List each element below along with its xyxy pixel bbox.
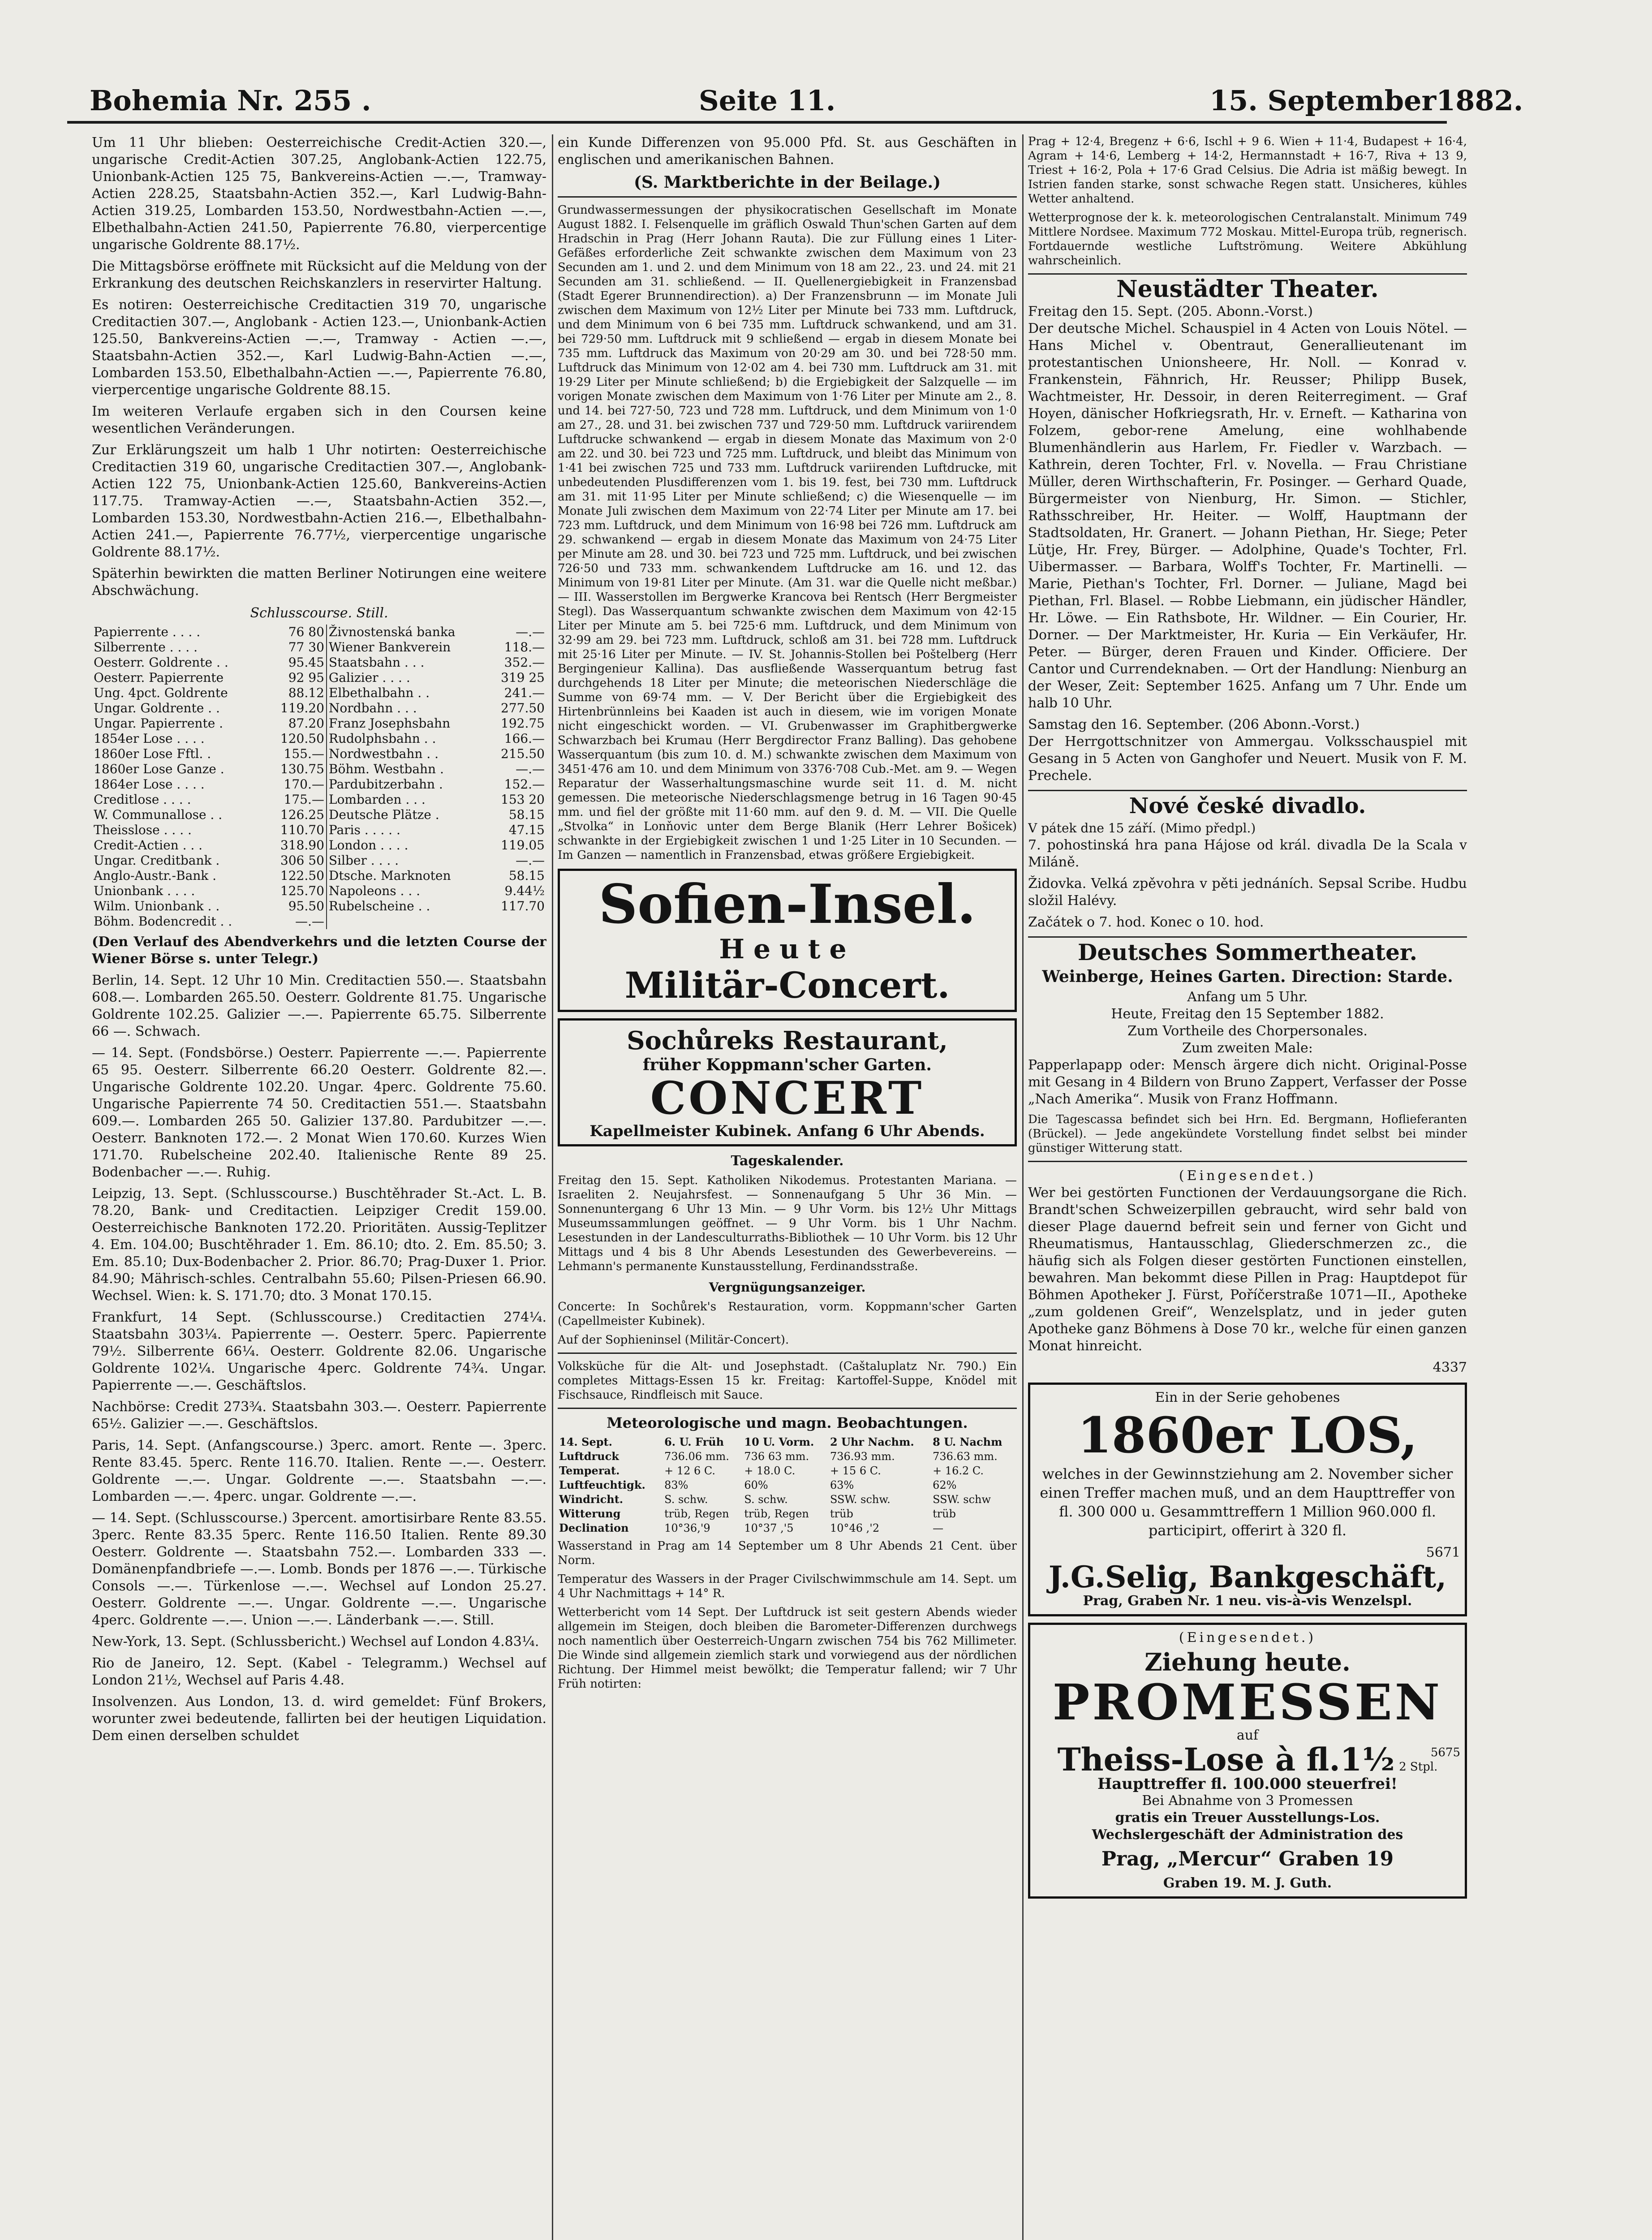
- rate-value: 122.50: [280, 868, 324, 883]
- paragraph: New-York, 13. Sept. (Schlussbericht.) Wechsel auf London 4.83¼.: [92, 1634, 539, 1650]
- column-divider: [1022, 134, 1024, 2240]
- meteorology-value: 2 Uhr Nachm.: [830, 1435, 914, 1448]
- rate-name: W. Communallose . .: [94, 807, 223, 822]
- summer-theatre-subtitle: Weinberge, Heines Garten. Direction: Starde.: [1042, 967, 1453, 986]
- meteorology-value: trüb: [933, 1508, 956, 1520]
- meteorology-value: 10°36,'9: [664, 1522, 710, 1534]
- paragraph: Späterhin bewirkten die matten Berliner Notirungen eine weitere Abschwächung.: [92, 566, 546, 599]
- advert-number: 5675: [1430, 1746, 1460, 1759]
- rates-note: (Den Verlauf des Abendverkehrs und die letzten Course der Wiener Börse s. unter Telegr.): [92, 934, 546, 967]
- rates-row: [92, 838, 546, 853]
- ad-title: Sofien-Insel.: [598, 873, 976, 936]
- rate-value: 87.20: [288, 716, 324, 731]
- paragraph: Um 11 Uhr blieben: Oesterreichische Credit-Actien 320.—, ungarische Credit-Actien 307.25, Anglobank-Actien 122.75, Unionbank-Actien 125 75, Bankvereins-Actien —.—, Tramway-Actien 228.25, Staatsbahn-Actien 352.—, Karl Ludwig-Bahn-Actien 319.25, Lombarden 153.50, Nordwestbahn-Actien —.—, Elbethalbahn-Actien 241.50, Papierrente 76.80, vierpercentige ungarische Goldrente 88.17½.: [92, 135, 546, 253]
- rate-name: Papierrente . . . .: [94, 625, 201, 639]
- rate-value: 215.50: [501, 746, 545, 761]
- rates-row: [92, 716, 546, 731]
- promessen-lots: Theiss-Lose à fl.1½: [1057, 1741, 1395, 1778]
- rate-value: 126.25: [280, 807, 324, 822]
- restaurant-ad: [558, 1018, 1017, 1146]
- rate-name: Lombarden . . .: [327, 792, 488, 807]
- rate-value: 117.70: [501, 899, 545, 913]
- rate-name: [327, 914, 488, 929]
- promessen-ad: [1028, 1623, 1467, 1899]
- rate-value: 119.20: [280, 701, 324, 715]
- meteorology-row: [558, 1521, 1017, 1535]
- meteorology-text: Temperatur des Wassers in der Prager Civilschwimmschule am 14. Sept. um 4 Uhr Nachmittags + 14° R.: [558, 1572, 1017, 1600]
- weather-report: Wetterbericht vom 14 Sept. Der Luftdruck ist seit gestern Abends wieder allgemein im Steigen, doch bleiben die Barometer-Differenzen durchwegs noch namentlich über Oesterreich-Ungarn zwischen 754 bis 762 Millimeter. Die Winde sind allgemein ziemlich stark und vorwiegend aus der nördlichen Richtung. Der Himmel meist bewölkt; die Temperatur fallend; wir 7 Uhr Früh notirten:: [558, 1606, 1017, 1691]
- rate-name: Creditlose . . . .: [94, 792, 191, 807]
- ad-details: Kapellmeister Kubinek. Anfang 6 Uhr Abends.: [589, 1122, 985, 1140]
- summer-theatre-text: Die Tagescassa befindet sich bei Hrn. Ed. Bergmann, Hoflieferanten (Brückel). — Jede angekündete Vorstellung findet selbst bei minder günstiger Witterung statt.: [1028, 1113, 1467, 1155]
- meteorology-row: [558, 1464, 1017, 1478]
- rate-value: 58.15: [508, 807, 545, 822]
- divider: [558, 1353, 1017, 1354]
- rate-name: Böhm. Bodencredit . .: [94, 914, 232, 929]
- meteorology-value: SSW. schw.: [830, 1493, 891, 1506]
- rates-row: [92, 762, 546, 777]
- rate-name: Silber . . . .: [327, 853, 488, 868]
- rates-row: [92, 883, 546, 899]
- soup-kitchen-text: Volksküche für die Alt- und Josephstadt. (Caštaluplatz Nr. 790.) Ein completes Mittags-Essen 15 kr. Freitag: Kartoffel-Suppe, Knödel mit Fischsauce, Rindfleisch mit Sauce.: [558, 1360, 1017, 1402]
- meteorology-label: Luftdruck: [559, 1450, 619, 1463]
- rate-name: Živnostenská banka: [327, 625, 488, 640]
- meteorology-value: —: [933, 1522, 944, 1534]
- rate-name: Silberrente . . . .: [94, 640, 198, 655]
- meteorology-value: 736.63 mm.: [933, 1450, 998, 1463]
- meteorology-value: S. schw.: [744, 1493, 788, 1506]
- promessen-firm: Prag, „Mercur“ Graben 19: [1101, 1848, 1394, 1870]
- header-rule: [67, 121, 1447, 124]
- rate-value: 153 20: [501, 792, 545, 807]
- rate-value: 118.—: [504, 640, 545, 655]
- paragraph: — 14. Sept. (Schlusscourse.) 3percent. amortisirbare Rente 83.55. 3perc. Rente 83.35 5perc. Rente 116.50 Italien. Rente 89.30 Oesterr. Goldrente —. Staatsbahn 752.—. Lombarden 333 —. Domänenpfandbriefe —.—. Lomb. Bonds per 1876 —.—. Türkische Consols —.—. Türkenlose —.—. Wechsel auf London 25.27. Oesterr. Goldrente —.—. Ungar. Goldrente —.—. Ungarische 4perc. Goldrente —.—. Union —.—. Länderbank —.—. Still.: [92, 1510, 546, 1628]
- rate-name: Pardubitzerbahn .: [327, 777, 488, 792]
- summer-theatre-text: Papperlapapp oder: Mensch ärgere dich nicht. Original-Posse mit Gesang in 4 Bildern von Bruno Zappert, Verfasser der Posse „Nach Amerika“. Musik von Franz Hoffmann.: [1028, 1057, 1467, 1107]
- meteorology-label: Declination: [559, 1521, 629, 1534]
- divider: [1028, 1161, 1467, 1162]
- meteorology-value: 62%: [933, 1479, 957, 1491]
- promessen-headline: PROMESSEN: [1052, 1673, 1443, 1731]
- rate-value: 120.50: [280, 731, 324, 746]
- meteorology-value: trüb, Regen: [744, 1508, 809, 1520]
- summer-theatre-line: Zum Vortheile des Chorpersonales.: [1127, 1023, 1368, 1039]
- rate-value: 58.15: [508, 868, 545, 883]
- page-header-center: Seite 11.: [699, 84, 836, 117]
- paragraph: Nachbörse: Credit 273¾. Staatsbahn 303.—. Oesterr. Papierrente 65½. Galizier —.—. Geschäftslos.: [92, 1399, 546, 1432]
- rate-value: 192.75: [501, 716, 545, 731]
- rate-value: 155.—: [284, 746, 324, 761]
- rate-value: 95.50: [288, 899, 324, 913]
- rate-name: Ungar. Goldrente . .: [94, 701, 220, 715]
- czech-theatre-date: V pátek dne 15 září. (Mimo předpl.): [1028, 821, 1256, 836]
- rate-name: Wilm. Unionbank . .: [94, 899, 220, 913]
- rates-row: [92, 777, 546, 792]
- rate-value: 95.45: [288, 655, 324, 670]
- meteorology-label: Witterung: [559, 1507, 621, 1520]
- paragraph: Die Mittagsbörse eröffnete mit Rücksicht auf die Meldung von der Erkrankung des deutschen Reichskanzlers in reservirter Haltung.: [92, 258, 546, 291]
- advert-number: 4337: [1433, 1360, 1467, 1375]
- entertainment-title: Vergnügungsanzeiger.: [709, 1280, 866, 1295]
- lottery-firm: J.G.Selig, Bankgeschäft,: [1048, 1559, 1447, 1594]
- rate-value: 306 50: [280, 853, 324, 868]
- meteorology-value: 10°37 ,'5: [744, 1522, 794, 1534]
- weather-forecast: Wetterprognose der k. k. meteorologischen Centralanstalt. Minimum 749 Mittlere Nordsee. Maximum 772 Moskau. Mittel-Europa trüb, regnerisch. Fortdauernde westliche Luftströmung. Weitere Abkühlung wahrscheinlich.: [1028, 211, 1467, 267]
- promessen-date: Ziehung heute.: [1144, 1648, 1351, 1676]
- rates-row: [92, 625, 546, 640]
- rate-name: 1860er Lose Fftl. .: [94, 746, 211, 761]
- promessen-text: gratis ein Treuer Ausstellungs-Los.: [1115, 1810, 1380, 1826]
- rate-name: Deutsche Plätze .: [327, 807, 488, 823]
- czech-theatre-text: Začátek o 7. hod. Konec o 10. hod.: [1028, 914, 1264, 930]
- rates-row: [92, 899, 546, 914]
- rate-value: 319 25: [501, 670, 545, 685]
- rates-table: [92, 625, 546, 929]
- theatre-date: Samstag den 16. September. (206 Abonn.-Vorst.): [1028, 717, 1360, 732]
- summer-theatre-line: Anfang um 5 Uhr.: [1187, 989, 1308, 1005]
- promessen-stamp: 2 Stpl.: [1399, 1760, 1438, 1774]
- rate-name: Paris . . . . .: [327, 823, 488, 838]
- ad-title: Sochůreks Restaurant,: [627, 1026, 948, 1055]
- rate-value: 76 80: [288, 625, 324, 639]
- ad-concert: CONCERT: [650, 1072, 925, 1124]
- paragraph: Insolvenzen. Aus London, 13. d. wird gemeldet: Fünf Brokers, worunter zwei bedeutende, fallirten bei der heutigen Liquidation. Dem einen derselben schuldet: [92, 1694, 546, 1744]
- groundwater-report: Grundwassermessungen der physikocratischen Gesellschaft im Monate August 1882. I. Felsenquelle im gräflich Oswald Thun'schen Garten auf dem Hradschin in Prag (Herr Johann Rauta). Die zur Füllung eines 1 Liter-Gefäßes erforderliche Zeit schwankte zwischen dem Maximum von 23 Secunden am 1. und 2. und dem Minimum von 18 am 22., 23. und 24. mit 21 Secunden am 31. schließend. — II. Quellenergiebigkeit in Franzensbad (Stadt Egerer Brunnendirection). a) Der Franzensbrunn — im Monate Juli zwischen dem Maximum von 12½ Liter per Minute bei 733 mm. Luftdruck, und dem Minimum von 6 bei 735 mm. Luftdruck schwankend, und am 31. bei 729·50 mm. Luftdruck mit 9 schließend — ergab in diesem Monate bei 735 mm. Luftdruck das Maximum von 20·29 am 30. und bei 728·50 mm. Luftdruck das Minimum von 12·02 am 4. bei 730 mm. Luftdruck am 31. mit 19·29 Liter per Minute schließend; b) die Ergiebigkeit der Salzquelle — im vorigen Monate zwischen dem Maximum von 1·76 Liter per Minute am 2., 8. und 14. bei 727·50, 723 und 728 mm. Luftdruck, und dem Minimum von 1·0 am 27., 28. und 31. bei zwischen 737 und 729·50 mm. Luftdruck variirendem Luftdrucke schwankend — ergab in diesem Monate das Maximum von 2·0 am 22. und 30. bei 723 und 725 mm. Luftdruck, und bleibt das Minimum von 1·41 bei zwischen 725 und 733 mm. Luftdruck variirenden Luftdrucke, mit unbedeutenden Plusdifferenzen vom 1. bis 19. fest, bei 730 mm. Luftdruck am 31. mit 11·95 Liter per Minute schließend; c) die Wiesenquelle — im Monate Juli zwischen dem Maximum von 22·74 Liter per Minute am 17. bei 723 mm. Luftdruck, und dem Minimum von 16·98 bei 726 mm. Luftdruck am 29. schwankend — ergab in diesem Monate das Maximum von 24·75 Liter per Minute am 28. und 30. bei 723 und 725 mm. Luftdruck, und bei zwischen 726·50 und 733 mm. schwankendem Luftdrucke am 16. und 12. das Minimum von 19·81 Liter per Minute. (Am 31. war die Quelle nicht meßbar.) — III. Wasserstollen im Bergwerke Krancova bei Rentsch (Herr Bergmeister Stegl). Das Wasserquantum schwankte zwischen dem Maximum von 42·15 Liter per Minute am 5. bei 725·6 mm. Luftdruck, und dem Minimum von 32·99 am 29. bei 723 mm. Luftdruck, schloß am 31. bei 728 mm. Luftdruck mit 25·16 Liter per Minute. — IV. St. Johannis-Stollen bei Poštelberg (Herr Bergingenieur Kallina). Das ausfließende Wasserquantum betrug fast durchgehends 18 Liter per Minute; die meteorischen Niederschläge die Summe von 69·74 mm. — V. Der Bericht über die Ergiebigkeit des Hirtenbrünnleins bei Kaaden ist auch in diesem, wie im vorigen Monate nicht eingeschickt worden. — VI. Grubenwasser im Graphitbergwerke Schwarzbach bei Krumau (Herr Bergdirector Franz Balling). Das gehobene Wasserquantum (bis zum 10. d. M.) schwankte zwischen dem Maximum von 3451·476 am 10. und dem Minimum von 3376·708 Cub.-Met. am 9. — Wegen Reparatur der Wasserhaltungsmaschine wurde seit 11. d. M. nicht gemessen. Die meteorische Niederschlagsmenge betrug in 16 Tagen 90·45 mm. und fiel der größte mit 11·60 mm. auf den 9. d. M. — VII. Die Quelle „Stvolka“ in Lonňovic unter dem Berge Blanik (Herr Lehrer Bošicek) schwankte in der Ergiebigkeit zwischen 1 und 1·25 Liter in 10 Secunden. — Im Ganzen — namentlich in Franzensbad, etwas größere Ergiebigkeit.: [558, 203, 1017, 862]
- rate-name: 1854er Lose . . . .: [94, 731, 205, 746]
- rate-name: Theisslose . . . .: [94, 823, 192, 837]
- submitted-label: (Eingesendet.): [1179, 1168, 1316, 1184]
- column-divider: [552, 134, 553, 2240]
- rate-name: Nordwestbahn . .: [327, 746, 488, 762]
- promessen-text: Wechslergeschäft der Administration des: [1092, 1827, 1403, 1843]
- lottery-text: welches in der Gewinnstziehung am 2. November sicher einen Treffer machen muß, und an dem Haupttreffer von fl. 300 000 u. Gesammttreffern 1 Million 960.000 fl. participirt, offerirt à 320 fl.: [1040, 1465, 1455, 1539]
- theatre-title: Neustädter Theater.: [1116, 276, 1379, 303]
- rate-name: Rudolphsbahn . .: [327, 731, 488, 746]
- paragraph: Paris, 14. Sept. (Anfangscourse.) 3perc. amort. Rente —. 3perc. Rente 83.45. 5perc. Rente 116.70. Italien. Rente —.—. Oesterr. Goldrente —.—. Ungar. Goldrente —.—. Staatsbahn —.—. Lombarden —.—. 4perc. ungar. Goldrente —.—.: [92, 1438, 546, 1504]
- sofien-insel-ad: [558, 869, 1017, 1012]
- theatre-program: Der deutsche Michel. Schauspiel in 4 Acten von Louis Nötel. — Hans Michel v. Obentraut, Generallieutenant im protestantischen Unionsheere, Hr. Noll. — Konrad v. Frankenstein, Fähnrich, Hr. Reusser; Philipp Busek, Wachtmeister, Hr. Dessoir, in deren Reiterregiment. — Graf Hoyen, dänischer Hofkriegsrath, Hr. v. Erneft. — Katharina von Folzem, gebor-rene Amelung, eine wohlhabende Blumenhändlerin aus Harlem, Fr. Fiedler v. Warzbach. — Kathrein, deren Tochter, Frl. v. Novella. — Frau Christiane Müller, deren Wirthschafterin, Fr. Posinger. — Gerhard Quade, Bürgermeister von Nienburg, Hr. Simon. — Stichler, Rathsschreiber, Hr. Heiter. — Wolff, Hauptmann der Stadtsoldaten, Hr. Granert. — Johann Piethan, Hr. Siege; Peter Lütje, Hr. Frey, Bürger. — Adolphine, Quade's Tochter, Frl. Uibermasser. — Barbara, Wolff's Tochter, Fr. Martinelli. — Marie, Piethan's Tochter, Frl. Dorner. — Juliane, Magd bei Piethan, Frl. Blasel. — Robbe Liebmann, ein jüdischer Händler, Hr. Löwe. — Ein Rathsbote, Hr. Wildner. — Ein Courier, Hr. Dorner. — Der Marktmeister, Hr. Kuria — Ein Verkäufer, Hr. Peter. — Bürger, deren Frauen und Kinder. Officiere. Der Cantor und Currendeknaben. — Ort der Handlung: Nienburg an der Weser, Zeit: September 1625. Anfang um 7 Uhr. Ende um halb 10 Uhr.: [1028, 321, 1467, 711]
- rates-row: [92, 807, 546, 823]
- promessen-address: Graben 19. M. J. Guth.: [1163, 1875, 1332, 1891]
- paragraph: Frankfurt, 14 Sept. (Schlusscourse.) Creditactien 274¼. Staatsbahn 303¼. Papierrente —. Oesterr. 5perc. Papierrente 79½. Silberrente 66¼. Oesterr. Goldrente 82.06. Ungarische Goldrente 102¼. Ungarische 4perc. Goldrente 74¾. Ungar. Papierrente —.—. Geschäftslos.: [92, 1310, 546, 1393]
- calendar-text: Freitag den 15. Sept. Katholiken Nikodemus. Protestanten Mariana. — Israeliten 2. Neujahrsfest. — Sonnenaufgang 5 Uhr 36 Min. — Sonnenuntergang 6 Uhr 13 Min. — 9 Uhr Vorm. bis 12½ Uhr Mittags Museumssammlungen geöffnet. — 9 Uhr Vorm. bis 1 Uhr Nachm. Lesestunden in der Landesculturraths-Bibliothek — 10 Uhr Vorm. bis 12 Uhr Mittags und 4 bis 8 Uhr Abends Lesestunden des Gewerbevereins. — Lehmann's permanente Kunstausstellung, Ferdinandsstraße.: [558, 1174, 1017, 1273]
- meteorology-title: Meteorologische und magn. Beobachtungen.: [607, 1414, 968, 1431]
- rate-value: 88.12: [288, 685, 324, 700]
- rate-name: Galizier . . . .: [327, 670, 488, 685]
- rate-name: 1864er Lose . . . .: [94, 777, 205, 792]
- ad-subtitle: früher Koppmann'scher Garten.: [643, 1055, 932, 1074]
- theatre-program: Der Herrgottschnitzer von Ammergau. Volksschauspiel mit Gesang in 5 Acten von Ganghofer und Neuert. Musik von F. M. Prechele.: [1028, 734, 1467, 784]
- lottery-headline: 1860er LOS,: [1077, 1406, 1418, 1464]
- meteorology-value: 10 U. Vorm.: [744, 1435, 814, 1448]
- meteorology-value: + 15 6 C.: [830, 1465, 881, 1477]
- promessen-on: auf: [1236, 1727, 1259, 1743]
- rate-value: —.—: [516, 762, 545, 776]
- meteorology-value: 10°46 ,'2: [830, 1522, 880, 1534]
- paragraph: Leipzig, 13. Sept. (Schlusscourse.) Buschtěhrader St.-Act. L. B. 78.20, Bank- und Creditactien. Leipziger Credit 159.00. Oesterreichische Banknoten 172.20. Prioritäten. Aussig-Teplitzer 4. Em. 104.00; Buschtěhrader 1. Em. 86.10; dto. 2. Em. 85.50; 3. Em. 85.10; Dux-Bodenbacher 2. Prior. 86.70; Prag-Duxer 1. Prior. 84.90; Mährisch-schles. Centralbahn 55.60; Pilsen-Priesen 66.90. Wechsel. Wien: k. S. 171.70; dto. 3 Monat 170.15.: [92, 1186, 546, 1304]
- pill-advert: Wer bei gestörten Functionen der Verdauungsorgane die Rich. Brandt'schen Schweizerpillen gebraucht, wird sehr bald von dieser Plage dauernd befreit sein und ferner von Gicht und Rheumatismus, Hantausschlag, Gliederschmerzen zc., die häufig sich als Folgen dieser gestörten Functionen einstellen, bewahren. Man bekommt diese Pillen in Prag: Hauptdepot für Böhmen Apotheker J. Fürst, Poříčerstraße 1071—II., Apotheke „zum goldenen Greif“, Wenzelsplatz, und in jeder guten Apotheke ganz Böhmens à Dose 70 kr., welche für einen ganzen Monat hinreicht.: [1028, 1185, 1467, 1354]
- rates-row: [92, 640, 546, 655]
- rate-name: Unionbank . . . .: [94, 883, 195, 898]
- lottery-intro: Ein in der Serie gehobenes: [1155, 1390, 1340, 1405]
- lottery-ad: [1028, 1383, 1467, 1616]
- meteorology-value: + 12 6 C.: [664, 1465, 716, 1477]
- meteorology-value: 6. U. Früh: [664, 1435, 724, 1448]
- rate-value: 166.—: [504, 731, 545, 746]
- meteorology-value: trüb: [830, 1508, 853, 1520]
- rates-row: [92, 731, 546, 746]
- rate-name: Böhm. Westbahn .: [327, 762, 488, 777]
- submitted-label: (Eingesendet.): [1179, 1630, 1316, 1646]
- paragraph: Es notiren: Oesterreichische Creditactien 319 70, ungarische Creditactien 307.—, Anglobank - Actien 123.—, Unionbank-Actien 125.50, Bankvereins-Actien —.—, Tramway - Actien —.—, Staatsbahn-Actien 352.—, Karl Ludwig-Bahn-Actien —.—, Lombarden 153.50, Elbethalbahn-Actien —.—, Papierrente 76.80, vierpercentige ungarische Goldrente 88.15.: [92, 297, 546, 398]
- rates-row: [92, 655, 546, 670]
- calendar-title: Tageskalender.: [731, 1153, 844, 1169]
- rates-row: [92, 823, 546, 838]
- divider: [1028, 790, 1467, 791]
- lottery-address: Prag, Graben Nr. 1 neu. vis-à-vis Wenzelspl.: [1083, 1593, 1412, 1609]
- promessen-text: Haupttreffer fl. 100.000 steuerfrei!: [1097, 1775, 1398, 1793]
- meteorology-value: 60%: [744, 1479, 768, 1491]
- czech-theatre-text: 7. pohostinská hra pana Hájose od král. divadla De la Scala v Miláně.: [1028, 837, 1467, 870]
- rate-value: 175.—: [284, 792, 324, 807]
- rates-table-title: Schlusscourse. Still.: [250, 605, 388, 621]
- meteorology-value: S. schw.: [664, 1493, 708, 1506]
- rate-name: Credit-Actien . . .: [94, 838, 203, 853]
- rate-name: Napoleons . . .: [327, 883, 488, 899]
- rate-name: 1860er Lose Ganze .: [94, 762, 224, 776]
- rate-value: 77 30: [288, 640, 324, 655]
- rate-value: 241.—: [504, 685, 545, 700]
- meteorology-row: [558, 1507, 1017, 1521]
- divider: [558, 196, 1017, 198]
- meteorology-row: [558, 1478, 1017, 1492]
- rates-row: [92, 746, 546, 762]
- paragraph: — 14. Sept. (Fondsbörse.) Oesterr. Papierrente —.—. Papierrente 65 95. Oesterr. Silberrente 66.20 Oesterr. Goldrente 82.—. Ungarische Goldrente 102.20. Ungar. 4perc. Goldrente 75.60. Ungarische Papierrente 74 50. Creditactien 551.—. Staatsbahn 609.—. Lombarden 265 50. Galizier 137.80. Pardubitzer —.—. Oesterr. Banknoten 172.—. 2 Monat Wien 170.60. Kurzes Wien 171.70. Rubelscheine 202.40. Italienische Rente 89 25. Bodenbacher —.—. Ruhig.: [92, 1045, 546, 1180]
- meteorology-value: + 16.2 C.: [933, 1465, 984, 1477]
- rate-name: Oesterr. Papierrente: [94, 670, 224, 685]
- czech-theatre-text: Židovka. Velká zpěvohra v pěti jednáních. Sepsal Scribe. Hudbu složil Halévy.: [1028, 876, 1467, 909]
- summer-theatre-line: Heute, Freitag den 15 September 1882.: [1111, 1006, 1384, 1022]
- promessen-text: Bei Abnahme von 3 Promessen: [1142, 1793, 1353, 1809]
- column-theatre-ads: [1028, 134, 1467, 2240]
- paragraph: ein Kunde Differenzen von 95.000 Pfd. St. aus Geschäften in englischen und amerikanischen Bahnen.: [558, 135, 1017, 168]
- summer-theatre-title: Deutsches Sommertheater.: [1077, 939, 1418, 965]
- meteorology-value: 83%: [664, 1479, 688, 1491]
- rate-name: Wiener Bankverein: [327, 640, 488, 655]
- rate-value: [488, 914, 546, 929]
- rates-row: [92, 853, 546, 868]
- rates-row: [92, 670, 546, 685]
- rate-name: Nordbahn . . .: [327, 701, 488, 716]
- rate-name: Rubelscheine . .: [327, 899, 488, 914]
- market-note: (S. Marktberichte in der Beilage.): [633, 173, 941, 192]
- rates-row: [92, 792, 546, 807]
- divider: [558, 1408, 1017, 1409]
- rate-name: Dtsche. Marknoten: [327, 868, 488, 883]
- rate-name: Elbethalbahn . .: [327, 685, 488, 701]
- rate-value: 9.44½: [504, 883, 545, 898]
- rate-value: 170.—: [284, 777, 324, 792]
- rate-name: Ungar. Papierrente .: [94, 716, 224, 731]
- theatre-date: Freitag den 15. Sept. (205. Abonn.-Vorst.): [1028, 304, 1313, 319]
- meteorology-row: [558, 1435, 1017, 1449]
- meteorology-row: [558, 1492, 1017, 1507]
- meteorology-label: Temperat.: [559, 1464, 620, 1477]
- page-header-left: Bohemia Nr. 255 .: [90, 84, 371, 117]
- meteorology-value: 736.93 mm.: [830, 1450, 895, 1463]
- meteorology-label: Windricht.: [559, 1493, 624, 1506]
- rates-row: [92, 701, 546, 716]
- paragraph: Rio de Janeiro, 12. Sept. (Kabel - Telegramm.) Wechsel auf London 21½, Wechsel auf Paris 4.48.: [92, 1655, 546, 1688]
- entertainment-text: Auf der Sophieninsel (Militär-Concert).: [558, 1333, 789, 1347]
- rate-name: Oesterr. Goldrente . .: [94, 655, 228, 670]
- divider: [1028, 936, 1467, 938]
- rate-value: 119.05: [501, 838, 545, 853]
- rate-value: 125.70: [280, 883, 324, 898]
- paragraph: Berlin, 14. Sept. 12 Uhr 10 Min. Creditactien 550.—. Staatsbahn 608.—. Lombarden 265.50. Oesterr. Goldrente 81.75. Ungarische Goldrente 102.25. Galizier —.—. Papierrente 65.75. Silberrente 66 —. Schwach.: [92, 973, 546, 1039]
- rate-value: 110.70: [280, 823, 324, 837]
- paragraph: Zur Erklärungszeit um halb 1 Uhr notirten: Oesterreichische Creditactien 319 60, ungarische Creditactien 307.—, Anglobank-Actien 122 75, Unionbank-Actien 125.60, Bankvereins-Actien 117.75. Tramway-Actien —.—, Staatsbahn-Actien 352.—, Lombarden 153.30, Nordwestbahn-Actien 216.—, Elbethalbahn-Actien 241.—, Papierrente 76.77½, vierpercentige ungarische Goldrente 88.17½.: [92, 442, 546, 560]
- entertainment-text: Concerte: In Sochůrek's Restauration, vorm. Koppmann'scher Garten (Capellmeister Kubinek).: [558, 1300, 1017, 1328]
- meteorology-value: trüb, Regen: [664, 1508, 729, 1520]
- rate-value: —.—: [516, 625, 545, 639]
- meteorology-row: [558, 1449, 1017, 1464]
- meteorology-text: Wasserstand in Prag am 14 September um 8 Uhr Abends 21 Cent. über Norm.: [558, 1539, 1017, 1567]
- rates-row: [92, 685, 546, 701]
- meteorology-label: 14. Sept.: [559, 1435, 612, 1448]
- rate-name: London . . . .: [327, 838, 488, 853]
- rates-row: [92, 868, 546, 883]
- paragraph: Im weiteren Verlaufe ergaben sich in den Coursen keine wesentlichen Veränderungen.: [92, 404, 546, 436]
- column-measurements: [558, 134, 1017, 2240]
- rate-value: —.—: [516, 853, 545, 868]
- rate-name: Anglo-Austr.-Bank .: [94, 868, 217, 883]
- rate-value: 92 95: [288, 670, 324, 685]
- czech-theatre-title: Nové české divadlo.: [1129, 793, 1366, 818]
- weather-continued: Prag + 12·4, Bregenz + 6·6, Ischl + 9 6. Wien + 11·4, Budapest + 16·4, Agram + 14·6, Lemberg + 14·2, Hermannstadt + 16·7, Riva + 13 9, Triest + 16·2, Pola + 17·6 Grad Celsius. Die Adria ist mäßig bewegt. In Istrien fanden starke, sonst schwache Regen statt. Unsicheres, kühles Wetter anhaltend.: [1028, 135, 1467, 206]
- rate-name: Ungar. Creditbank .: [94, 853, 220, 868]
- rate-value: 130.75: [280, 762, 324, 776]
- advert-number: 5671: [1426, 1545, 1460, 1560]
- rate-value: 277.50: [501, 701, 545, 715]
- page-header-right: 15. September1882.: [1209, 84, 1523, 117]
- divider: [1028, 273, 1467, 275]
- meteorology-value: 736.06 mm.: [664, 1450, 729, 1463]
- meteorology-value: 63%: [830, 1479, 854, 1491]
- column-stock-reports: [92, 134, 546, 2240]
- rate-value: 47.15: [508, 823, 545, 837]
- ad-concert-line: Militär-Concert.: [624, 964, 950, 1006]
- summer-theatre-line: Zum zweiten Male:: [1182, 1040, 1313, 1056]
- meteorology-value: + 18.0 C.: [744, 1465, 796, 1477]
- ad-subtitle: Heute: [719, 934, 856, 965]
- rate-name: Franz Josephsbahn: [327, 716, 488, 731]
- meteorology-value: SSW. schw: [933, 1493, 991, 1506]
- rate-value: 352.—: [504, 655, 545, 670]
- rate-value: —.—: [295, 914, 324, 929]
- rate-value: 152.—: [504, 777, 545, 792]
- meteorology-label: Luftfeuchtigk.: [559, 1478, 645, 1491]
- rate-name: Staatsbahn . . .: [327, 655, 488, 670]
- meteorology-value: 736 63 mm.: [744, 1450, 809, 1463]
- rate-name: Ung. 4pct. Goldrente: [94, 685, 228, 700]
- meteorology-table: [558, 1435, 1017, 1535]
- meteorology-value: 8 U. Nachm: [933, 1435, 1002, 1448]
- rates-row: [92, 914, 546, 929]
- rate-value: 318.90: [280, 838, 324, 853]
